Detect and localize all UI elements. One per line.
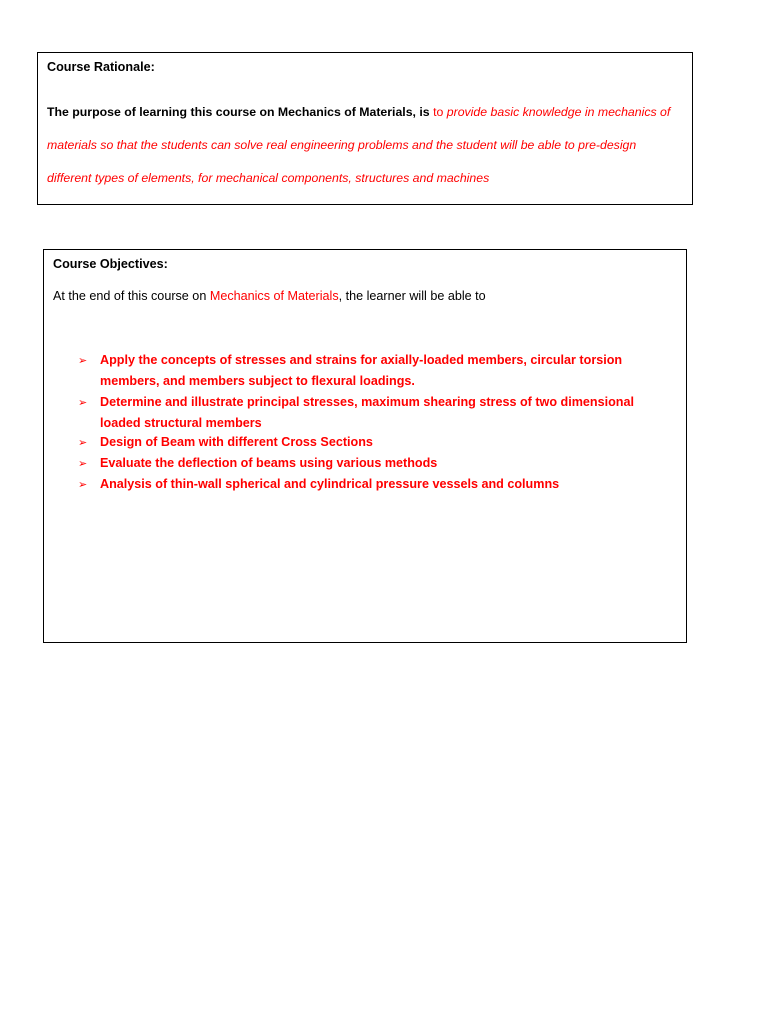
- objective-item: [78, 432, 668, 453]
- objective-text: Evaluate the deflection of beams using various methods: [100, 456, 438, 470]
- objective-text: Design of Beam with different Cross Sections: [100, 435, 373, 449]
- rationale-lead-text: The purpose of learning this course on Mechanics of Materials, is: [47, 105, 430, 119]
- intro-after-text: , the learner will be able to: [338, 289, 486, 303]
- course-rationale-heading: Course Rationale:: [47, 60, 155, 74]
- objective-text: Analysis of thin-wall spherical and cylindrical pressure vessels and columns: [100, 477, 560, 491]
- intro-before-text: At the end of this course on: [53, 289, 207, 303]
- rationale-italic-text: provide basic knowledge in mechanics of: [446, 105, 671, 119]
- objective-text: Apply the concepts of stresses and strains for axially-loaded members, circular torsion members, and members subject to flexural loadings.: [100, 353, 623, 388]
- objective-item: [78, 474, 668, 495]
- objective-item: [78, 350, 668, 392]
- rationale-line-2: materials so that the students can solve real engineering problems and the student will be able to pre-design: [47, 138, 637, 152]
- intro-highlight-text: Mechanics of Materials: [209, 289, 339, 303]
- arrow-bullet-icon: ➢: [78, 436, 88, 449]
- rationale-line-1: [47, 105, 670, 119]
- arrow-bullet-icon: ➢: [78, 457, 88, 470]
- objective-item: [78, 453, 668, 474]
- objectives-intro: [53, 289, 486, 303]
- rationale-to-text: to: [433, 105, 444, 119]
- objective-item: [78, 392, 668, 434]
- course-objectives-box: [43, 249, 687, 643]
- course-rationale-box: [37, 52, 693, 205]
- rationale-line-3: different types of elements, for mechanical components, structures and machines: [47, 171, 490, 185]
- objective-text: Determine and illustrate principal stresses, maximum shearing stress of two dimensional loaded structural members: [100, 395, 635, 430]
- arrow-bullet-icon: ➢: [78, 478, 88, 491]
- course-objectives-heading: Course Objectives:: [53, 257, 168, 271]
- arrow-bullet-icon: ➢: [78, 396, 88, 409]
- arrow-bullet-icon: ➢: [78, 354, 88, 367]
